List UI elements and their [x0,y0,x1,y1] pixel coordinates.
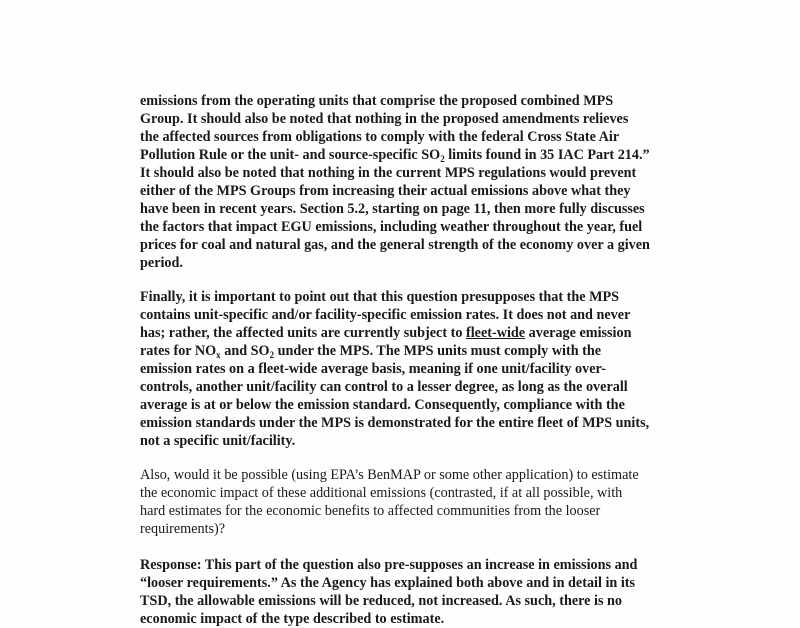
text-line [140,556,720,574]
text-line: Also, would it be possible (using EPA’s BenMAP or some other application) to estimate [140,467,639,483]
paragraph-emissions-context [140,92,720,272]
underlined-text: fleet-wide [466,325,526,341]
text-segment: This part of the question also pre-supposes an increase in emissions and [201,557,638,573]
text-line: emission standards under the MPS is demonstrated for the entire fleet of MPS units, [140,415,650,431]
text-line: the affected sources from obligations to comply with the federal Cross State Air [140,129,620,145]
text-line: emission rates on a fleet-wide average basis, meaning if one unit/facility over- [140,361,607,377]
text-segment: has; rather, the affected units are currently subject to [140,325,466,341]
subscript: 2 [440,154,445,164]
text-line: not a specific unit/facility. [140,433,296,449]
text-line: contains unit-specific and/or facility-specific emission rates. It does not and never [140,307,631,323]
text-line: either of the MPS Groups from increasing their actual emissions above what they [140,183,631,199]
subscript: x [216,350,221,360]
paragraph-response [140,556,720,628]
text-line: TSD, the allowable emissions will be reduced, not increased. As such, there is no [140,593,623,609]
text-line: the economic impact of these additional emissions (contrasted, if at all possible, with [140,485,623,501]
text-line: “looser requirements.” As the Agency has explained both above and in detail in its [140,575,636,591]
text-line: average is at or below the emission standard. Consequently, compliance with the [140,397,625,413]
text-line: controls, another unit/facility can control to a lesser degree, as long as the overall [140,379,628,395]
text-segment: under the MPS. The MPS units must comply with the [274,343,602,359]
text-line [140,324,720,342]
text-line: prices for coal and natural gas, and the general strength of the economy over a given [140,237,650,253]
text-line: requirements)? [140,521,226,537]
text-line: hard estimates for the economic benefits to affected communities from the looser [140,503,601,519]
paragraph-fleet-wide-rates [140,288,720,450]
text-line: period. [140,255,183,271]
text-line: economic impact of the type described to estimate. [140,611,445,627]
text-line: emissions from the operating units that comprise the proposed combined MPS [140,93,614,109]
text-segment: and SO [220,343,270,359]
text-line: the factors that impact EGU emissions, including weather throughout the year, fuel [140,219,643,235]
text-line: It should also be noted that nothing in the current MPS regulations would prevent [140,165,637,181]
text-line [140,146,720,164]
text-line: Group. It should also be noted that nothing in the proposed amendments relieves [140,111,629,127]
text-line [140,342,720,360]
text-segment: limits found in 35 IAC Part 214.” [444,147,650,163]
text-segment: average emission [525,325,632,341]
text-line: have been in recent years. Section 5.2, starting on page 11, then more fully discusses [140,201,645,217]
text-line: Finally, it is important to point out that this question presupposes that the MPS [140,289,620,305]
text-segment: rates for NO [140,343,217,359]
subscript: 2 [269,350,275,360]
response-label: Response: [140,557,202,573]
paragraph-question [140,466,720,538]
text-segment: Pollution Rule or the unit- and source-specific SO [140,147,441,163]
